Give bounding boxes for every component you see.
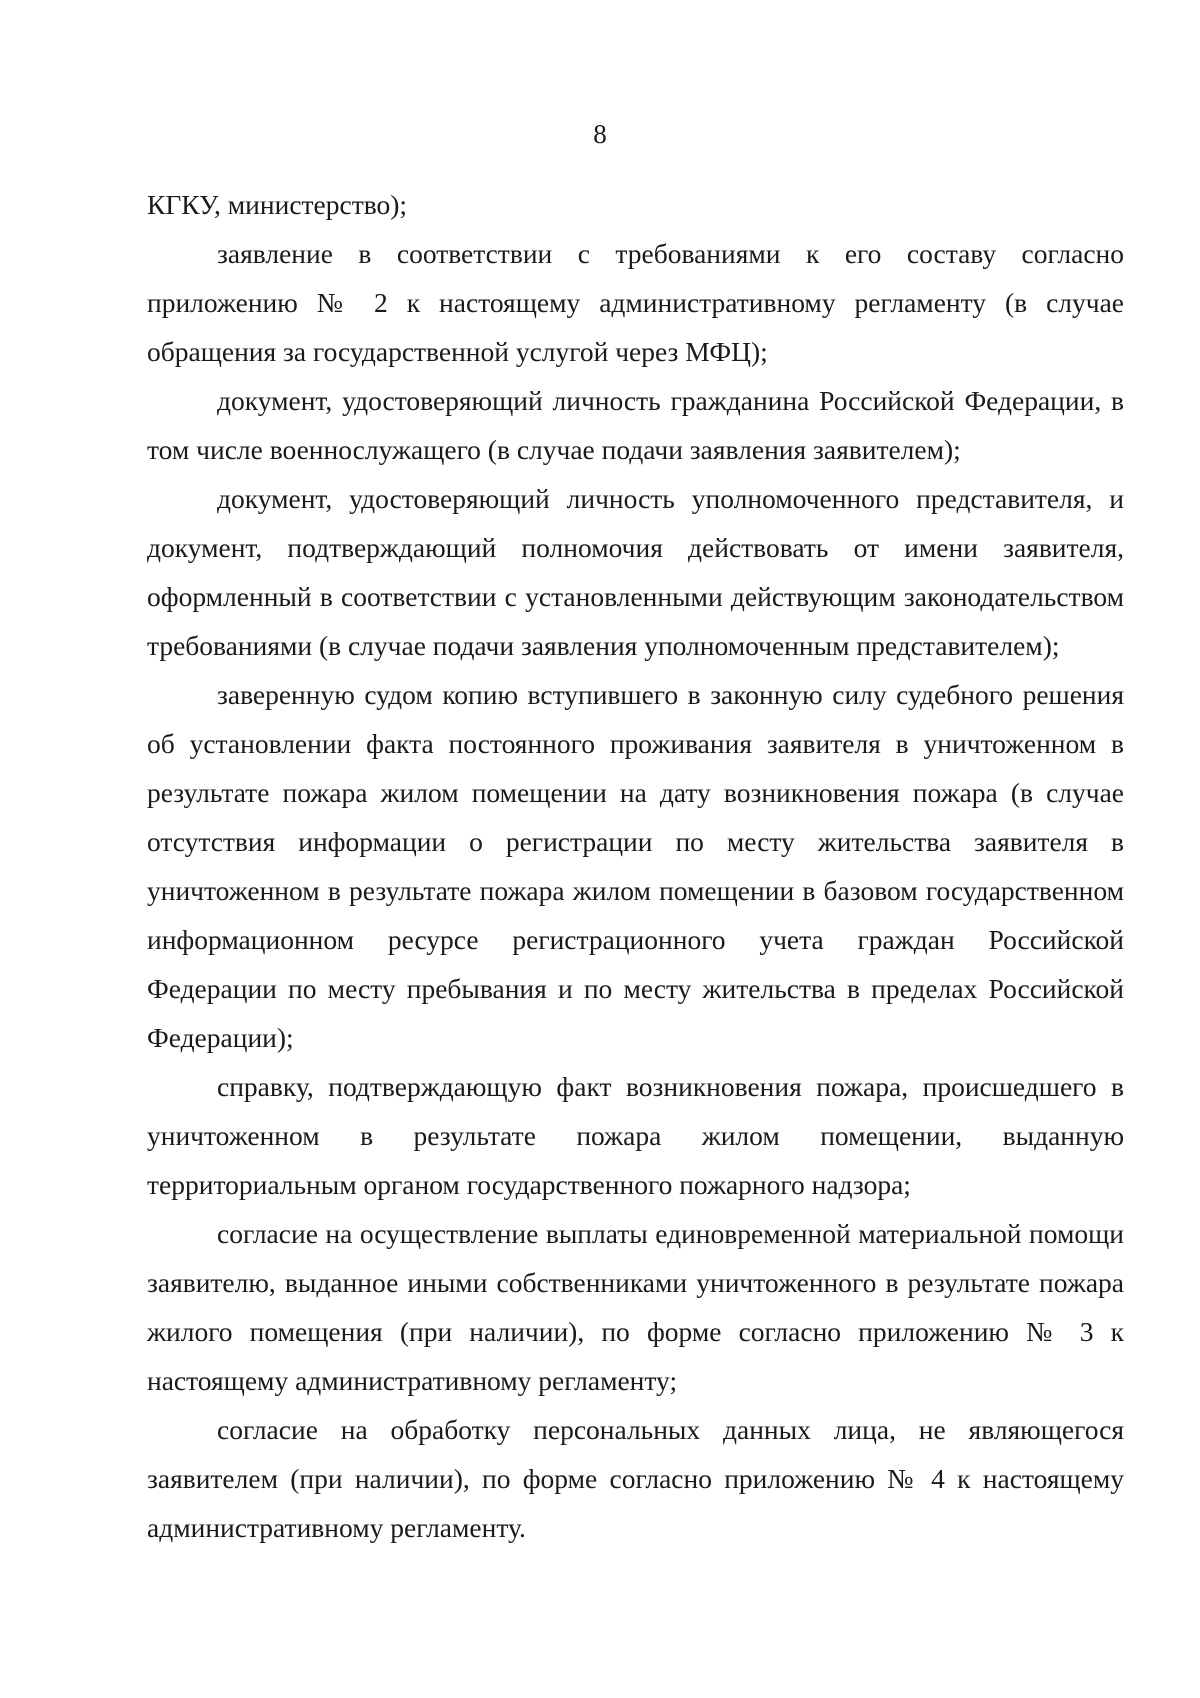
paragraph-owners-consent: согласие на осуществление выплаты единовременной материальной помощи заявителю, выданное иными собственниками уничтоженного в результате пожара жилого помещения (при наличии), по форме согласно приложению № 3 к настоящему административному регламенту; — [147, 1218, 1124, 1396]
paragraph-representative-document: документ, удостоверяющий личность уполномоченного представителя, и документ, подтверждающий полномочия действовать от имени заявителя, оформленный в соответствии с установленными действующим законодательством требованиями (в случае подачи заявления уполномоченным представителем); — [147, 483, 1124, 661]
paragraph-continuation: КГКУ, министерство); — [147, 189, 408, 220]
paragraph-personal-data-consent: согласие на обработку персональных данных лица, не являющегося заявителем (при наличии), по форме согласно приложению № 4 к настоящему административному регламенту. — [147, 1414, 1124, 1543]
document-body — [147, 180, 1124, 1552]
paragraph-fire-certificate: справку, подтверждающую факт возникновения пожара, происшедшего в уничтоженном в результате пожара жилом помещении, выданную территориальным органом государственного пожарного надзора; — [147, 1071, 1124, 1200]
paragraph-identity-document: документ, удостоверяющий личность гражданина Российской Федерации, в том числе военнослужащего (в случае подачи заявления заявителем); — [147, 385, 1124, 465]
paragraph-application: заявление в соответствии с требованиями к его составу согласно приложению № 2 к настоящему административному регламенту (в случае обращения за государственной услугой через МФЦ); — [147, 238, 1124, 367]
page-number: 8 — [593, 119, 607, 149]
paragraph-court-decision: заверенную судом копию вступившего в законную силу судебного решения об установлении факта постоянного проживания заявителя в уничтоженном в результате пожара жилом помещении на дату возникновения пожара (в случае отсутствия информации о регистрации по месту жительства заявителя в уничтоженном в результате пожара жилом помещении в базовом государственном информационном ресурсе регистрационного учета граждан Российской Федерации по месту пребывания и по месту жительства в пределах Российской Федерации); — [147, 679, 1124, 1053]
